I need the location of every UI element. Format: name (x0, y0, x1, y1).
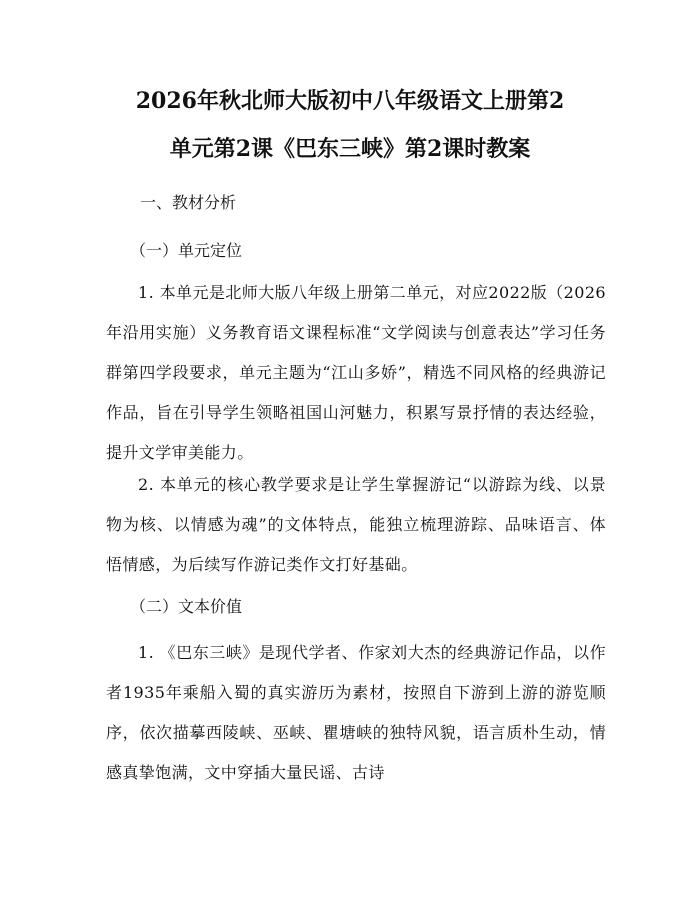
paragraph-unit-positioning-1: 1. 本单元是北师大版八年级上册第二单元，对应2022版（2026年沿用实施）义务教育语文课程标准“文学阅读与创意表达”学习任务群第四学段要求，单元主题为“江山多娇”，精选不同风格的经典游记作品，旨在引导学生领略祖国山河魅力，积累写景抒情的表达经验，提升文学审美能力。 (106, 283, 606, 462)
document-title-line-1: 2026年秋北师大版初中八年级语文上册第2 (135, 88, 565, 114)
subsection-heading-unit-positioning: （一）单元定位 (130, 241, 243, 260)
document-title-line-2: 单元第2课《巴东三峡》第2课时教案 (169, 136, 531, 162)
section-heading-material-analysis: 一、教材分析 (140, 193, 237, 212)
subsection-heading-text-value: （二）文本价值 (130, 597, 243, 616)
paragraph-text-value-1: 1. 《巴东三峡》是现代学者、作家刘大杰的经典游记作品，以作者1935年乘船入蜀的真实游历为素材，按照自下游到上游的游览顺序，依次描摹西陵峡、巫峡、瞿塘峡的独特风貌，语言质朴生动，情感真挚饱满，文中穿插大量民谣、古诗 (106, 643, 606, 782)
paragraph-unit-positioning-2: 2. 本单元的核心教学要求是让学生掌握游记“以游踪为线、以景物为核、以情感为魂”的文体特点，能独立梳理游踪、品味语言、体悟情感，为后续写作游记类作文打好基础。 (106, 475, 606, 574)
